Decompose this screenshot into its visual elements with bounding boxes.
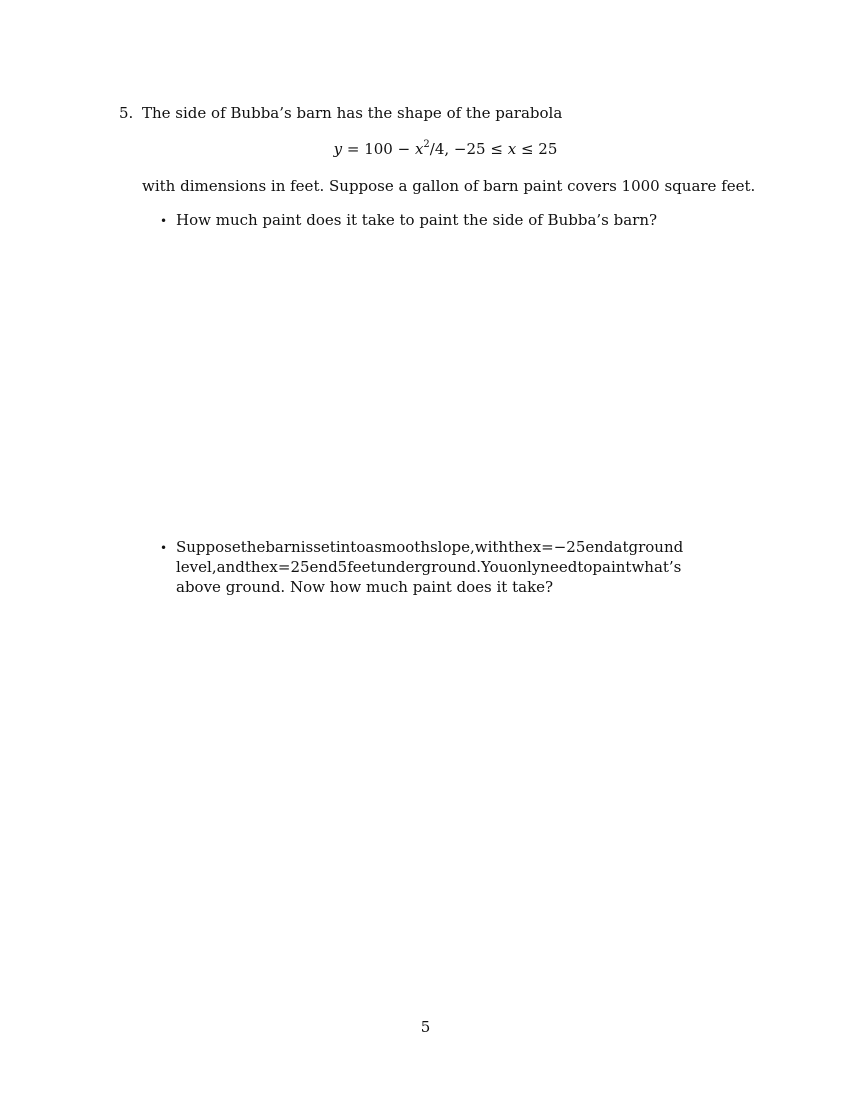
equation-x1: x	[414, 140, 424, 158]
question-1: How much paint does it take to paint the side of Bubba’s barn?	[176, 211, 658, 229]
problem-continued: with dimensions in feet. Suppose a gallon of barn paint covers 1000 square feet.	[142, 177, 756, 195]
question-2-line-3: above ground. Now how much paint does it take?	[176, 578, 554, 596]
question-2	[176, 537, 750, 597]
equation-exponent: 2	[423, 139, 430, 150]
parabola-equation	[0, 139, 851, 159]
page-number: 5	[420, 1018, 431, 1036]
bullet-icon: •	[160, 541, 168, 555]
equation-part-left: = 100 −	[342, 140, 415, 158]
equation-y: y	[333, 140, 343, 158]
question-2-line-1: Supposethebarnissetintoasmoothslope,withthex=−25endatground	[176, 538, 684, 556]
problem-intro: The side of Bubba’s barn has the shape of the parabola	[142, 104, 563, 122]
equation-part-mid: /4, −25 ≤	[429, 140, 508, 158]
problem-number: 5.	[119, 104, 134, 122]
equation-part-right: ≤ 25	[516, 140, 558, 158]
question-2-line-2: level,andthex=25end5feetunderground.Youonlyneedtopaintwhat’s	[176, 558, 682, 576]
equation-x2: x	[507, 140, 517, 158]
bullet-icon: •	[160, 214, 168, 228]
